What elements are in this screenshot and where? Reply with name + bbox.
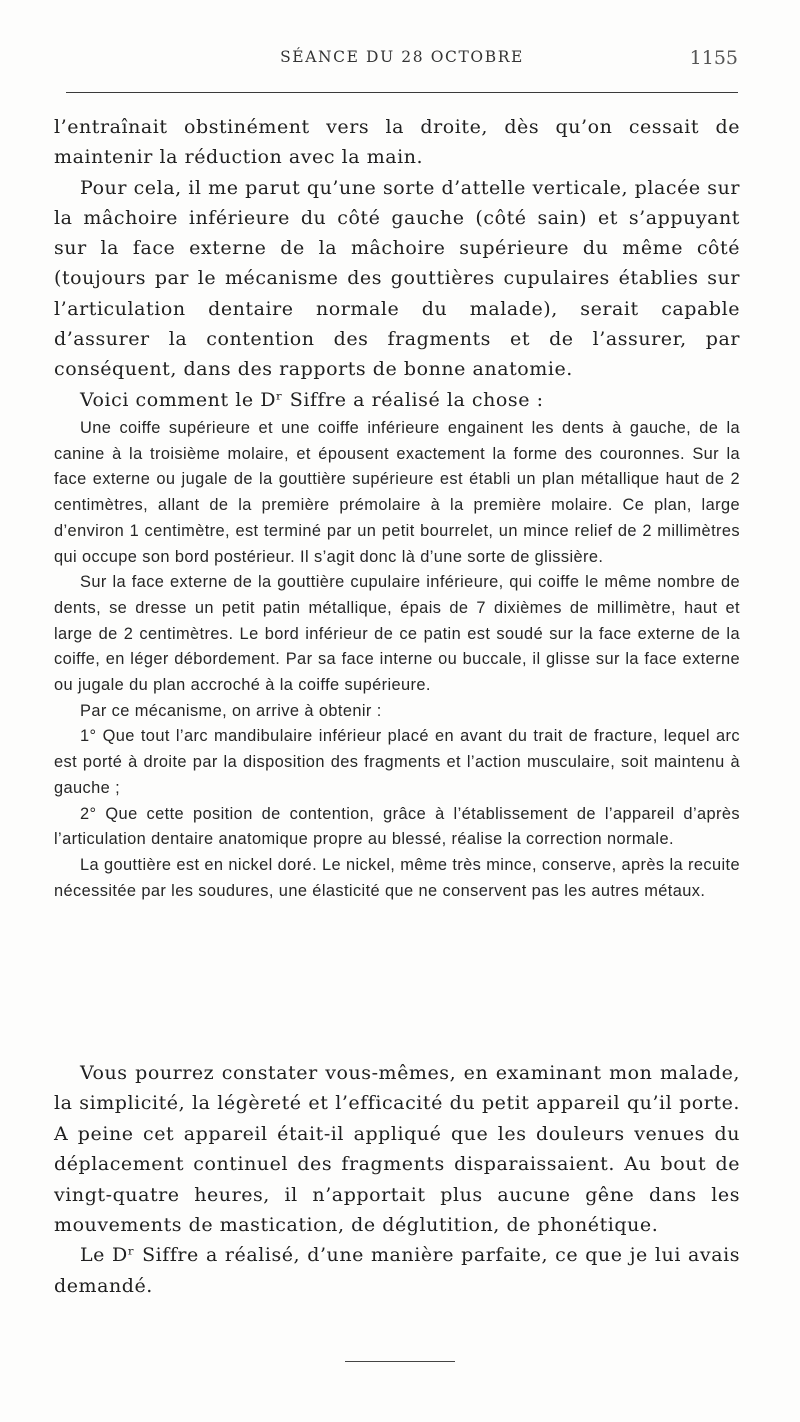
paragraph: La gouttière est en nickel doré. Le nickel, même très mince, conserve, après la recuite nécessitée par les soudures, une élasticité que ne conservent pas les autres métaux. (54, 855, 740, 900)
paragraph: l’entraînait obstinément vers la droite, dès qu’on cessait de maintenir la réduction avec la main. (54, 116, 740, 169)
footer-rule (345, 1361, 455, 1362)
apparatus-description (54, 416, 740, 904)
paragraph: 1° Que tout l’arc mandibulaire inférieur placé en avant du trait de fracture, lequel arc est porté à droite par la disposition des fragments et l’action musculaire, soit maintenu à gauche ; (54, 727, 740, 797)
paragraph: Pour cela, il me parut qu’une sorte d’attelle verticale, placée sur la mâchoire inférieure du côté gauche (côté sain) et s’appuyant sur la face externe de la mâchoire supérieure du même côté (toujours par le mécanisme des gouttières cupulaires établies sur l’articulation dentaire normale du malade), serait capable d’assurer la contention des fragments et de l’assurer, par conséquent, dans des rapports de bonne anatomie. (54, 176, 740, 381)
paragraph: Par ce mécanisme, on arrive à obtenir : (80, 701, 382, 720)
paragraph: Une coiffe supérieure et une coiffe inférieure engainent les dents à gauche, de la canine à la troisième molaire, et épousent exactement la forme des couronnes. Sur la face externe ou jugale de la gouttière supérieure est établi un plan métallique haut de 2 centimètres, allant de la première prémolaire à la première molaire. Ce plan, large d’environ 1 centimètre, est terminé par un petit bourrelet, un mince relief de 2 millimètres qui occupe son bord postérieur. Il s’agit donc là d’une sorte de glissière. (54, 419, 740, 566)
header-rule (66, 92, 738, 93)
conclusion-section (54, 1058, 740, 1301)
paragraph: 2° Que cette position de contention, grâce à l’établissement de l’appareil d’après l’articulation dentaire anatomique propre au blessé, réalise la correction normale. (54, 804, 740, 849)
paragraph: Le Dʳ Siffre a réalisé, d’une manière parfaite, ce que je lui avais demandé. (54, 1244, 740, 1297)
paragraph: Sur la face externe de la gouttière cupulaire inférieure, qui coiffe le même nombre de dents, se dresse un petit patin métallique, épais de 7 dixièmes de millimètre, haut et large de 2 centimètres. Le bord inférieur de ce patin est soudé sur la face externe de la coiffe, en léger débordement. Par sa face interne ou buccale, il glisse sur la face externe ou jugale du plan accroché à la coiffe supérieure. (54, 573, 740, 695)
page-number: 1155 (689, 47, 738, 69)
running-title: SÉANCE DU 28 OCTOBRE (280, 48, 524, 66)
intro-section (54, 112, 740, 415)
page-header (66, 48, 738, 84)
paragraph: Voici comment le Dʳ Siffre a réalisé la chose : (80, 388, 544, 411)
paragraph: Vous pourrez constater vous-mêmes, en examinant mon malade, la simplicité, la légèreté et l’efficacité du petit appareil qu’il porte. A peine cet appareil était-il appliqué que les douleurs venues du déplacement continuel des fragments disparaissaient. Au bout de vingt-quatre heures, il n’apportait plus aucune gêne dans les mouvements de mastication, de déglutition, de phonétique. (54, 1062, 740, 1237)
